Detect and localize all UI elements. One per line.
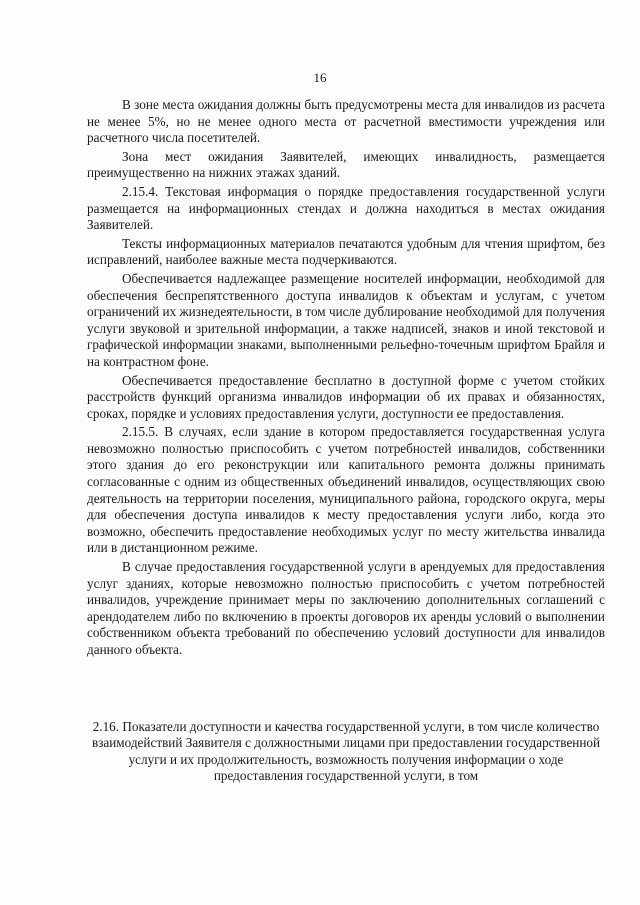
paragraph-waiting-area-seats: В зоне места ожидания должны быть предусмотрены места для инвалидов из расчета не менее 5%, но не менее одного места от расчетной вместимости учреждения или расчетного числа посетителей. bbox=[87, 97, 605, 146]
paragraph-rented-buildings: В случае предоставления государственной услуги в арендуемых для предоставления услуг зданиях, которые невозможно полностью приспособить с учетом потребностей инвалидов, учреждение принимает меры по заключению дополнительных соглашений с арендодателем либо по включению в проекты договоров их аренды условий о выполнении собственником объекта требований по обеспечению условий доступности для инвалидов данного объекта. bbox=[87, 559, 605, 657]
paragraph-text-materials: Тексты информационных материалов печатаются удобным для чтения шрифтом, без исправлений, наиболее важные места подчеркиваются. bbox=[87, 235, 605, 268]
body-text bbox=[87, 97, 605, 661]
paragraph-waiting-area-floors: Зона мест ожидания Заявителей, имеющих инвалидность, размещается преимущественно на нижних этажах зданий. bbox=[87, 148, 605, 181]
page-number: 16 bbox=[313, 70, 327, 85]
section-heading-2-16: 2.16. Показатели доступности и качества государственной услуги, в том числе количество взаимодействий Заявителя с должностными лицами при предоставлении государственной услуги и их продолжительность, возможность получения информации о ходе предоставления государственной услуги, в том bbox=[91, 719, 601, 784]
paragraph-2-15-4: 2.15.4. Текстовая информация о порядке предоставления государственной услуги размещается на информационных стендах и должна находиться в местах ожидания Заявителей. bbox=[87, 183, 605, 233]
paragraph-information-carriers: Обеспечивается надлежащее размещение носителей информации, необходимой для обеспечения беспрепятственного доступа инвалидов к объектам и услугам, с учетом ограничений их жизнедеятельности, в том числе дублирование необходимой для получения услуги звуковой и зрительной информации, а также надписей, знаков и иной текстовой и графической информации знаками, выполненными рельефно-точечным шрифтом Брайля и на контрастном фоне. bbox=[87, 270, 605, 369]
paragraph-2-15-5: 2.15.5. В случаях, если здание в котором предоставляется государственная услуга невозможно полностью приспособить с учетом потребностей инвалидов, собственники этого здания до его реконструкции или капитального ремонта должны принимать согласованные с одним из общественных объединений инвалидов, осуществляющих свою деятельность на территории поселения, муниципального района, городского округа, меры для обеспечения доступа инвалидов к месту предоставления услуги либо, когда это возможно, обеспечить предоставление необходимых услуг по месту жительства инвалида или в дистанционном режиме. bbox=[87, 424, 605, 556]
paragraph-free-information: Обеспечивается предоставление бесплатно в доступной форме с учетом стойких расстройств функций организма инвалидов информации об их правах и обязанностях, сроках, порядке и условиях предоставления услуги, доступности ее предоставления. bbox=[87, 372, 605, 421]
